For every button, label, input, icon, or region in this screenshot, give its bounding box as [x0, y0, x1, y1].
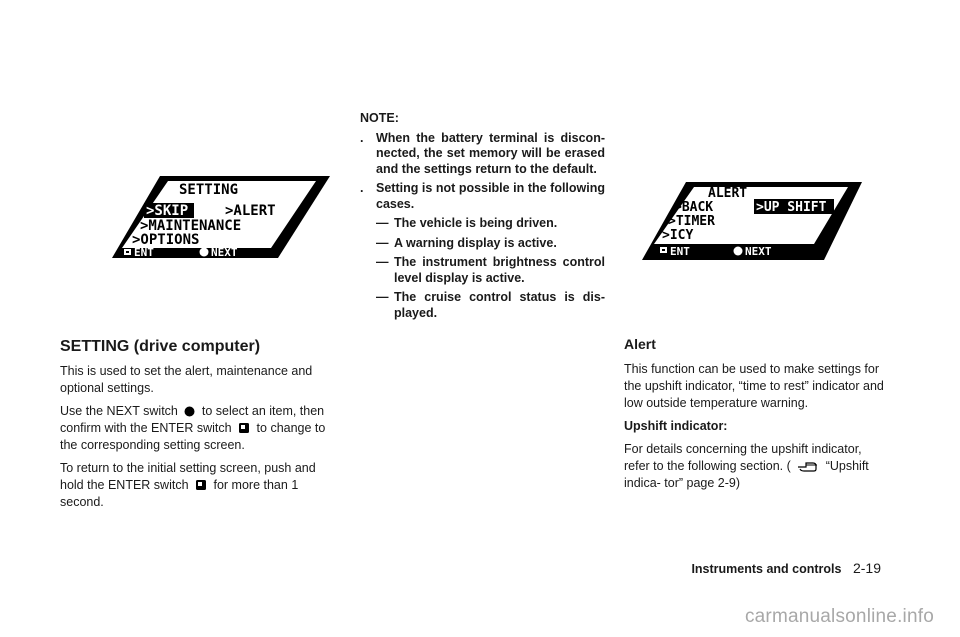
pointing-hand-icon [797, 460, 819, 472]
alert-item-back: >BACK [674, 200, 714, 215]
note-title: NOTE: [360, 111, 399, 125]
alert-title: ALERT [708, 186, 748, 201]
setting-paragraph-2 [60, 403, 335, 454]
note-subitem-text: The instrument brightness control level display is active. [394, 255, 605, 285]
note-subitem-text: The cruise control status is dis- played. [394, 290, 605, 320]
enter-switch-icon [660, 247, 667, 253]
text-run: For details concerning the upshift indicator, refer to the following section. ( [624, 442, 862, 473]
setting-paragraph-3 [60, 460, 335, 511]
text-run: “Upshift indica- tor” page 2-9) [624, 459, 869, 490]
dash: — [376, 216, 389, 230]
setting-item-maintenance: >MAINTENANCE [140, 218, 242, 234]
dash: — [376, 290, 389, 304]
setting-section [60, 338, 335, 517]
upshift-subheading: Upshift indicator: [624, 419, 728, 433]
next-switch-icon [200, 248, 209, 257]
page-number: 2-19 [852, 560, 881, 576]
alert-display-illustration [638, 180, 866, 264]
next-switch-icon [734, 247, 743, 256]
setting-paragraph-1: This is used to set the alert, maintenance and optional settings. [60, 364, 313, 395]
note-subitem [360, 290, 605, 321]
text-run: to select an item, then confirm with the ENTER switch [60, 404, 325, 435]
setting-heading: SETTING (drive computer) [60, 338, 261, 355]
setting-item-options: >OPTIONS [132, 232, 200, 248]
alert-softkey-next: NEXT [745, 245, 772, 258]
alert-paragraph-2 [624, 441, 886, 492]
note-item-text: Setting is not possible in the following cases. [376, 181, 605, 211]
setting-title: SETTING [179, 182, 239, 198]
note-item [360, 181, 605, 212]
alert-softkey-ent: ENT [670, 245, 690, 258]
bullet: . [360, 181, 364, 195]
note-subitem-text: A warning display is active. [394, 235, 557, 250]
alert-section [624, 336, 886, 498]
note-subitem [360, 216, 605, 232]
footer-section-title: Instruments and controls [691, 562, 842, 576]
text-run: To return to the initial setting screen, push and hold the ENTER switch [60, 461, 316, 492]
setting-display-illustration [108, 172, 334, 262]
note-block [360, 111, 605, 321]
note-item [360, 131, 605, 178]
page-footer [691, 560, 881, 576]
dash: — [376, 255, 389, 269]
text-run: for more than 1 second. [60, 478, 299, 509]
alert-item-icy: >ICY [662, 228, 694, 243]
text-run: Use the NEXT switch [60, 404, 178, 418]
alert-heading: Alert [624, 336, 656, 352]
note-subitem [360, 255, 605, 286]
setting-item-alert: >ALERT [225, 203, 276, 219]
alert-paragraph-1: This function can be used to make settings for the upshift indicator, “time to rest” indicator and low outside temperature warning. [624, 362, 884, 410]
setting-item-skip: >SKIP [146, 203, 189, 219]
note-subitem-text: The vehicle is being driven. [394, 216, 558, 230]
alert-item-upshift: >UP SHIFT [756, 200, 827, 215]
enter-switch-icon [124, 249, 131, 255]
bullet: . [360, 130, 364, 145]
setting-softkey-ent: ENT [134, 246, 154, 259]
alert-item-timer: >TIMER [668, 214, 715, 229]
setting-softkey-next: NEXT [211, 246, 238, 259]
enter-switch-icon [238, 422, 250, 434]
next-switch-icon [184, 406, 195, 417]
dash: — [376, 235, 389, 250]
watermark: carmanualsonline.info [744, 606, 934, 627]
note-subitem [360, 236, 605, 252]
note-item-text: When the battery terminal is discon- nected, the set memory will be erased and the settings return to the default. [376, 130, 605, 176]
enter-switch-icon [195, 479, 207, 491]
text-run: to change to the corresponding setting screen. [60, 421, 326, 452]
